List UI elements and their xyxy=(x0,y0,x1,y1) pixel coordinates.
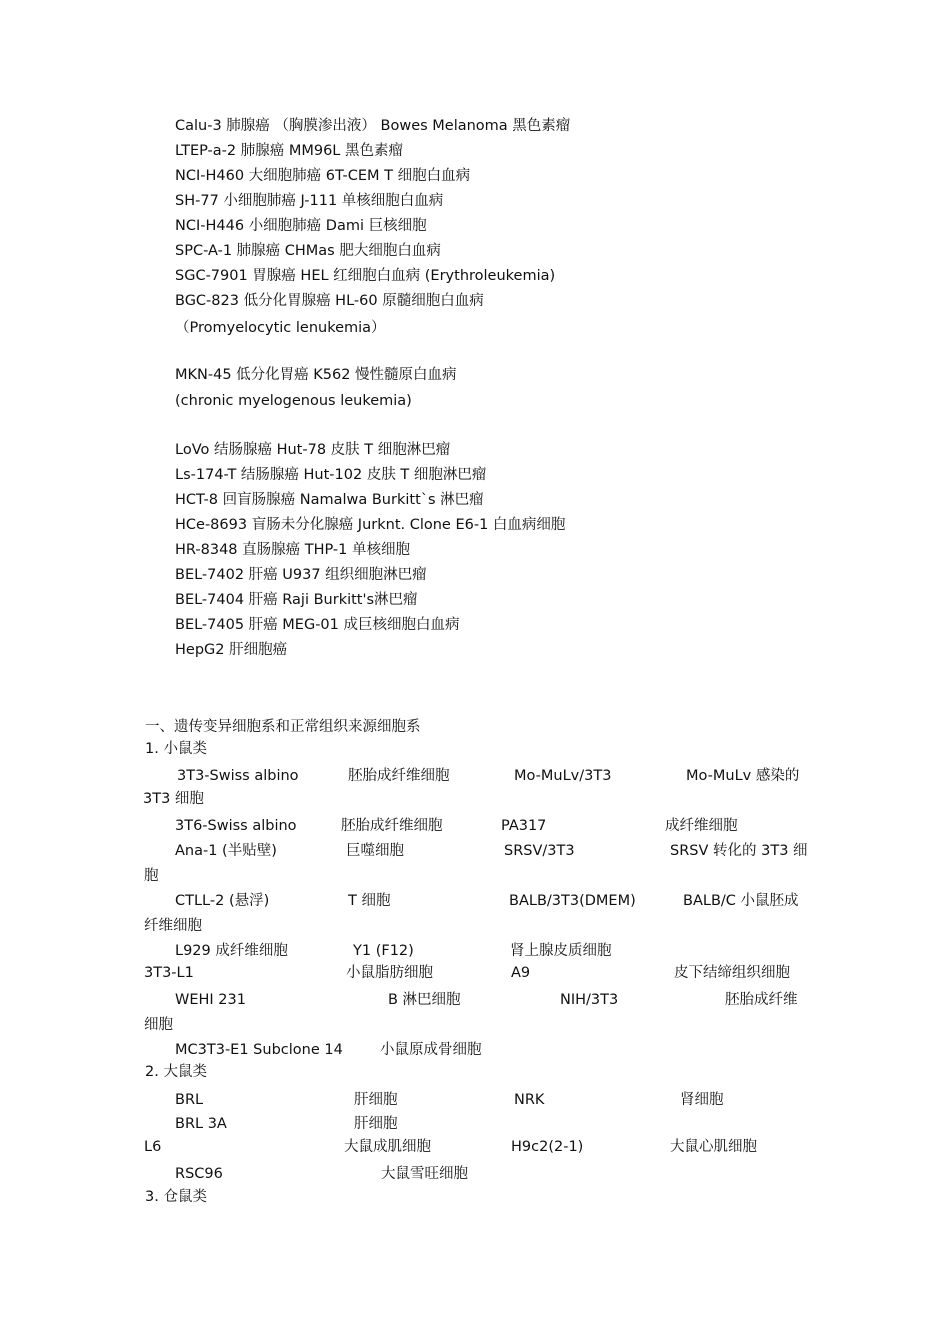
cell-type: 胚胎成纤维细胞 xyxy=(348,768,450,784)
cell-type: 胞 xyxy=(144,868,159,884)
cell-type: 大鼠成肌细胞 xyxy=(344,1139,431,1155)
cell-type: 肾上腺皮质细胞 xyxy=(510,943,612,959)
cell-line-name: L6 xyxy=(144,1139,162,1155)
cell-line-name: 3T3-Swiss albino xyxy=(177,768,299,784)
cell-type: B 淋巴细胞 xyxy=(388,992,461,1008)
cell-type: 细胞 xyxy=(144,1017,173,1033)
cell-line-entry: BEL-7404 肝癌 Raji Burkitt's淋巴瘤 xyxy=(175,592,418,608)
cell-line-entry: BEL-7405 肝癌 MEG-01 成巨核细胞白血病 xyxy=(175,617,460,633)
cell-type: 大鼠心肌细胞 xyxy=(670,1139,757,1155)
cell-type: 胚胎成纤维 xyxy=(725,992,798,1008)
cell-line-name: 3T6-Swiss albino xyxy=(175,818,297,834)
subsection-title-mouse: 1. 小鼠类 xyxy=(145,741,207,757)
cell-type: 大鼠雪旺细胞 xyxy=(381,1166,468,1182)
cell-type: 纤维细胞 xyxy=(144,918,202,934)
cell-line-entry: SPC-A-1 肺腺癌 CHMas 肥大细胞白血病 xyxy=(175,243,441,259)
cell-line-entry: NCI-H446 小细胞肺癌 Dami 巨核细胞 xyxy=(175,218,427,234)
cell-type: BALB/C 小鼠胚成 xyxy=(683,893,799,909)
cell-line-entry: Ls-174-T 结肠腺癌 Hut-102 皮肤 T 细胞淋巴瘤 xyxy=(175,467,487,483)
cell-line-name: 3T3-L1 xyxy=(144,965,194,981)
cell-line-entry: BGC-823 低分化胃腺癌 HL-60 原髓细胞白血病 xyxy=(175,293,484,309)
cell-type: 皮下结缔组织细胞 xyxy=(674,965,790,981)
cell-type: 胚胎成纤维细胞 xyxy=(341,818,443,834)
cell-line-name: Mo-MuLv/3T3 xyxy=(514,768,612,784)
cell-type: 小鼠原成骨细胞 xyxy=(380,1042,482,1058)
subsection-title-rat: 2. 大鼠类 xyxy=(145,1064,207,1080)
cell-type: SRSV 转化的 3T3 细 xyxy=(670,843,808,859)
cell-line-name: BRL 3A xyxy=(175,1116,227,1132)
cell-type: 肾细胞 xyxy=(680,1092,724,1108)
cell-line-name: MC3T3-E1 Subclone 14 xyxy=(175,1042,343,1058)
cell-line-entry: HCe-8693 盲肠未分化腺癌 Jurknt. Clone E6-1 白血病细胞 xyxy=(175,517,566,533)
cell-type: 3T3 细胞 xyxy=(143,791,204,807)
cell-type: 肝细胞 xyxy=(354,1092,398,1108)
cell-line-name: BRL xyxy=(175,1092,204,1108)
cell-line-entry: NCI-H460 大细胞肺癌 6T-CEM T 细胞白血病 xyxy=(175,168,471,184)
subsection-title-hamster: 3. 仓鼠类 xyxy=(145,1189,207,1205)
cell-line-name: CTLL-2 (悬浮) xyxy=(175,893,270,909)
cell-line-name: Y1 (F12) xyxy=(353,943,414,959)
cell-type: 巨噬细胞 xyxy=(346,843,404,859)
cell-line-entry-continuation: (chronic myelogenous leukemia) xyxy=(175,393,412,409)
cell-line-entry-continuation: （Promyelocytic lenukemia） xyxy=(175,320,386,336)
cell-line-name: RSC96 xyxy=(175,1166,223,1182)
cell-line-entry: LTEP-a-2 肺腺癌 MM96L 黑色素瘤 xyxy=(175,143,403,159)
cell-line-name: SRSV/3T3 xyxy=(504,843,575,859)
cell-type: 肝细胞 xyxy=(354,1116,398,1132)
cell-line-entry: LoVo 结肠腺癌 Hut-78 皮肤 T 细胞淋巴瘤 xyxy=(175,442,451,458)
cell-type: 成纤维细胞 xyxy=(665,818,738,834)
cell-line-entry: Calu-3 肺腺癌 （胸膜渗出液） Bowes Melanoma 黑色素瘤 xyxy=(175,118,571,134)
cell-line-entry: MKN-45 低分化胃癌 K562 慢性髓原白血病 xyxy=(175,367,457,383)
cell-line-entry: HR-8348 直肠腺癌 THP-1 单核细胞 xyxy=(175,542,410,558)
cell-line-name: L929 成纤维细胞 xyxy=(175,943,288,959)
cell-type: Mo-MuLv 感染的 xyxy=(686,768,800,784)
cell-line-entry: SGC-7901 胃腺癌 HEL 红细胞白血病 (Erythroleukemia) xyxy=(175,268,556,284)
cell-line-name: WEHI 231 xyxy=(175,992,246,1008)
cell-line-entry: HCT-8 回盲肠腺癌 Namalwa Burkitt`s 淋巴瘤 xyxy=(175,492,484,508)
cell-line-entry: SH-77 小细胞肺癌 J-111 单核细胞白血病 xyxy=(175,193,444,209)
cell-line-name: NIH/3T3 xyxy=(560,992,619,1008)
cell-line-name: BALB/3T3(DMEM) xyxy=(509,893,636,909)
cell-line-entry: BEL-7402 肝癌 U937 组织细胞淋巴瘤 xyxy=(175,567,427,583)
cell-line-name: NRK xyxy=(514,1092,545,1108)
cell-line-entry: HepG2 肝细胞癌 xyxy=(175,642,288,658)
section-heading: 一、遗传变异细胞系和正常组织来源细胞系 xyxy=(145,719,421,735)
cell-type: 小鼠脂肪细胞 xyxy=(346,965,433,981)
cell-line-name: A9 xyxy=(511,965,531,981)
cell-line-name: Ana-1 (半贴壁) xyxy=(175,843,277,859)
cell-line-name: H9c2(2-1) xyxy=(511,1139,584,1155)
cell-line-name: PA317 xyxy=(501,818,547,834)
cell-type: T 细胞 xyxy=(348,893,391,909)
